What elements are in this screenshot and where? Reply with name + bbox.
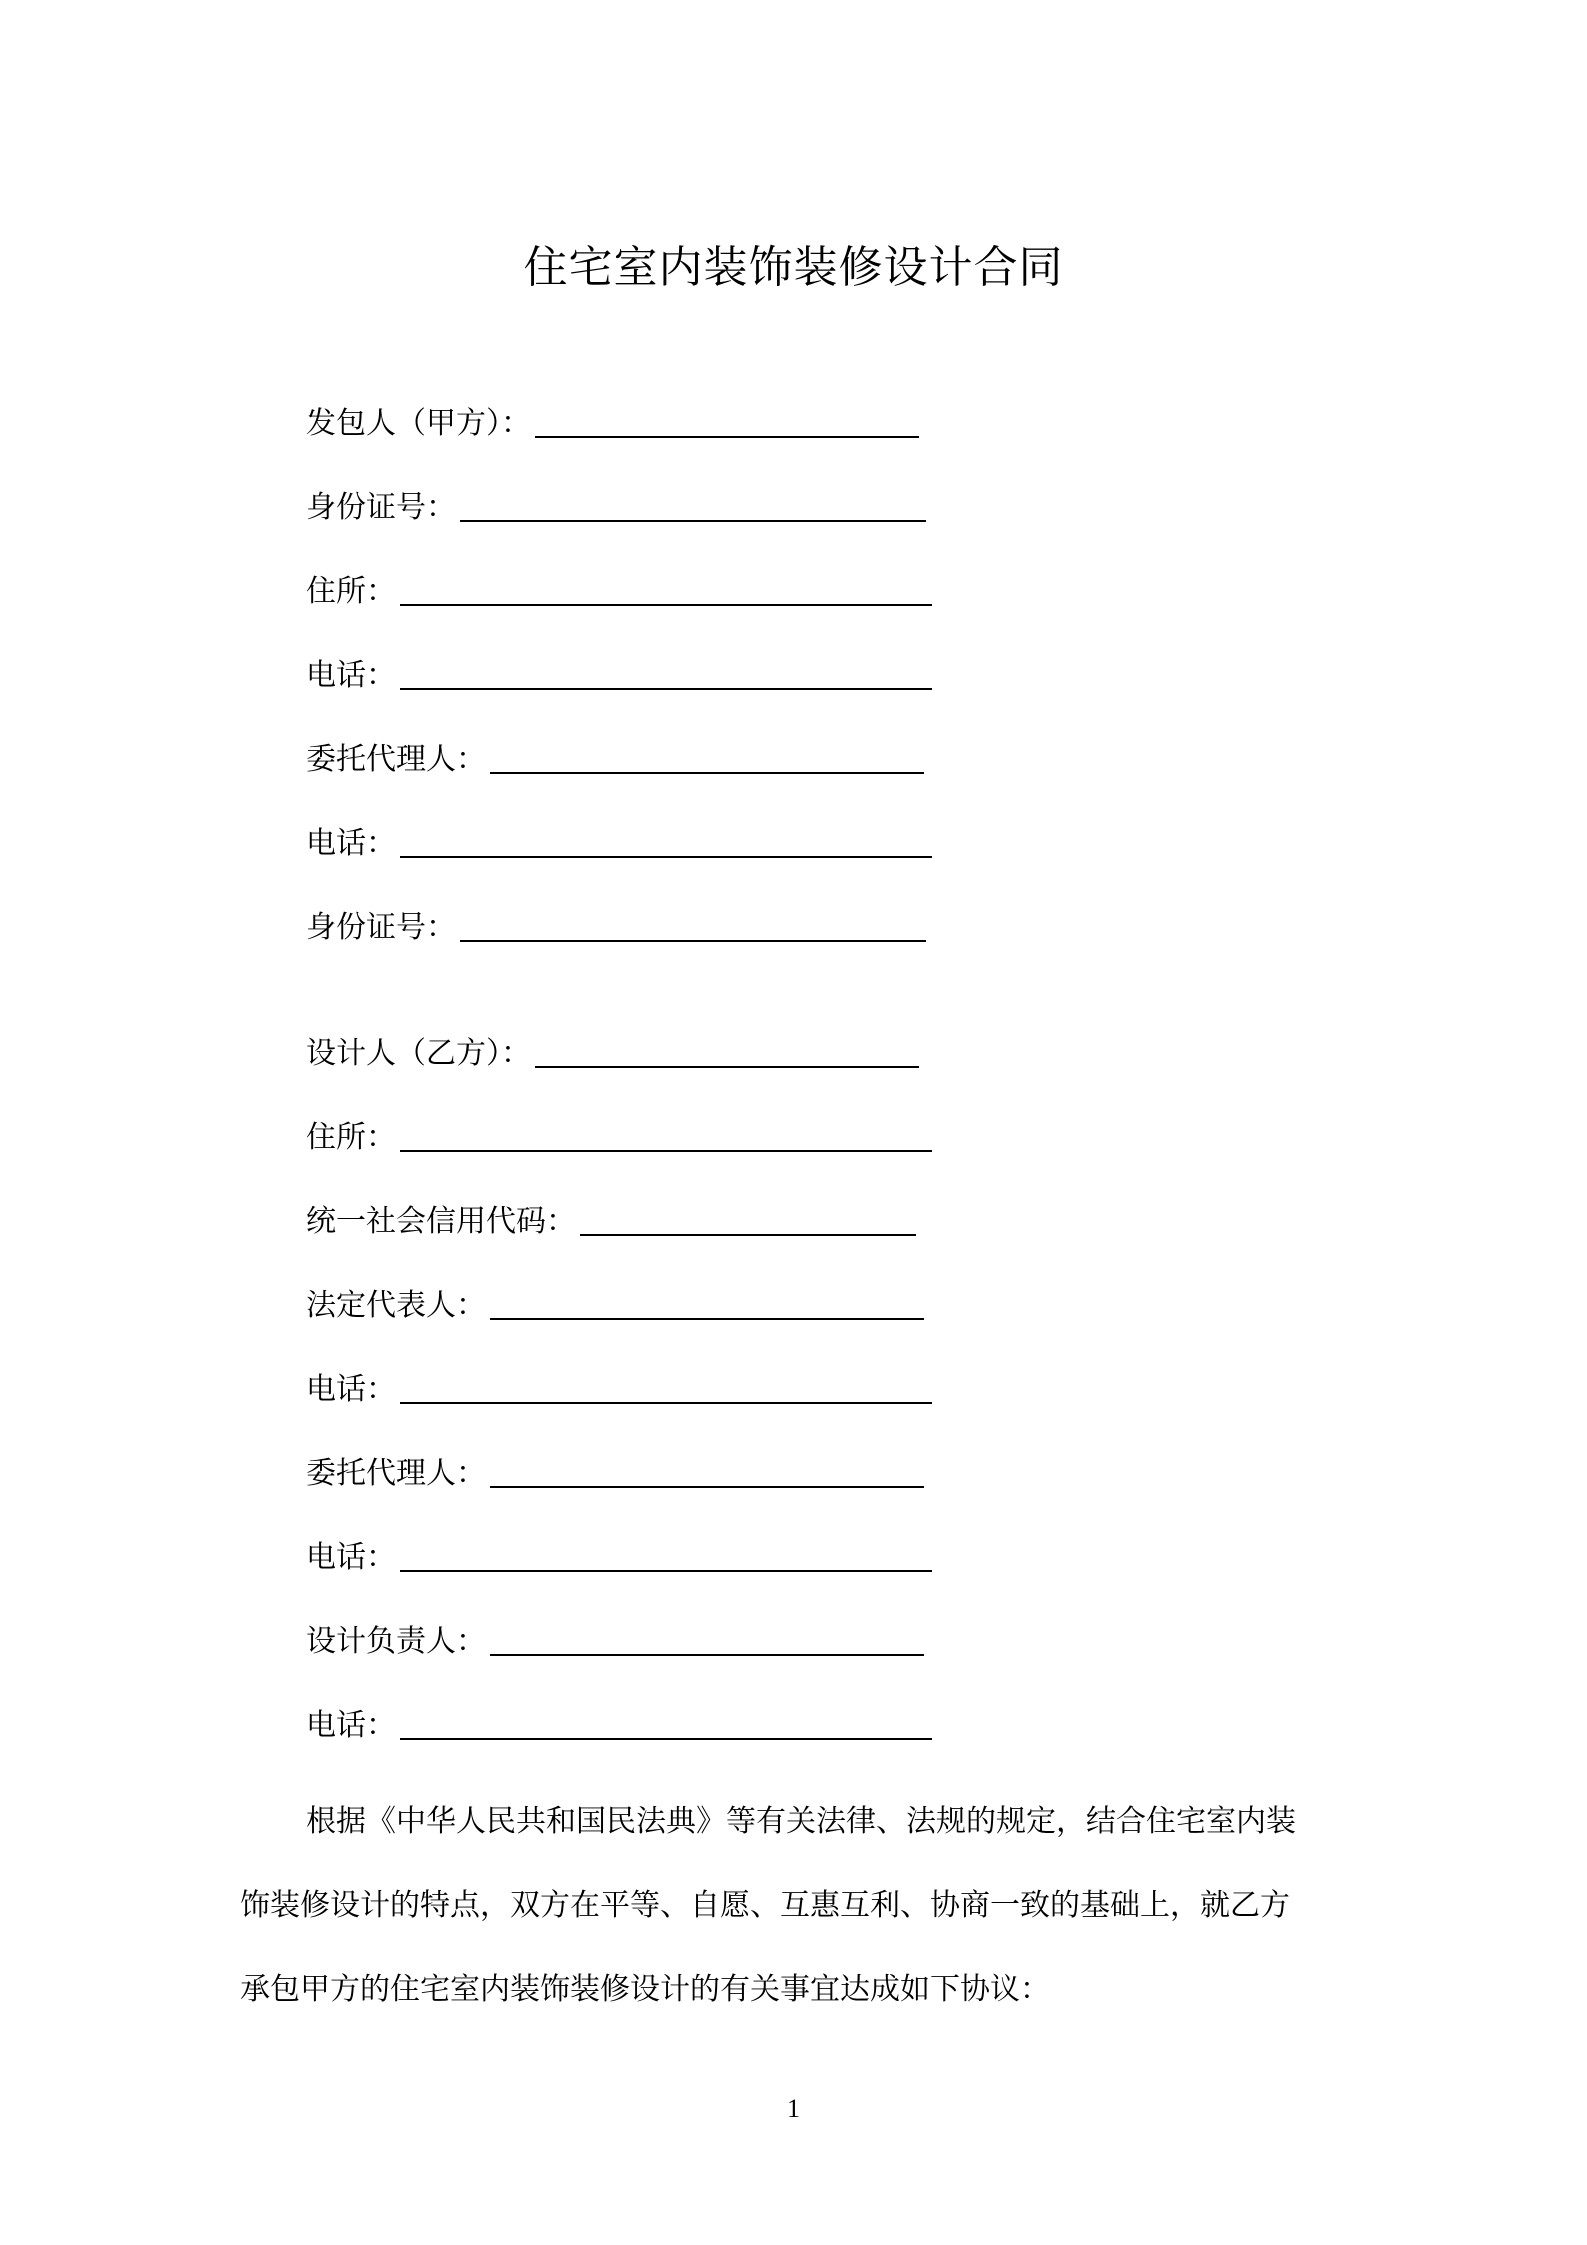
- page-number: 1: [787, 2094, 800, 2123]
- blank-line: [400, 826, 932, 858]
- blank-line: [490, 1456, 924, 1488]
- field-label: 设计人（乙方）：: [306, 1036, 531, 1071]
- field-party-a-agent-phone: [306, 782, 932, 866]
- blank-line: [535, 1036, 919, 1068]
- paragraph-line: 饰装修设计的特点，双方在平等、自愿、互惠互利、协商一致的基础上，就乙方: [240, 1888, 1290, 1923]
- blank-line: [400, 1120, 932, 1152]
- party-fields: [306, 362, 932, 1748]
- field-party-b-legal-rep: [306, 1244, 932, 1328]
- field-party-b-address: [306, 1076, 932, 1160]
- field-party-a-name: [306, 362, 932, 446]
- section-spacer: [306, 950, 932, 992]
- blank-line: [490, 1624, 924, 1656]
- field-party-a-address: [306, 530, 932, 614]
- field-party-b-agent-phone: [306, 1496, 932, 1580]
- field-label: 电话：: [306, 1540, 396, 1575]
- field-party-b-design-lead-phone: [306, 1664, 932, 1748]
- blank-line: [400, 658, 932, 690]
- field-party-b-name: [306, 992, 932, 1076]
- field-label: 住所：: [306, 574, 396, 609]
- field-party-b-design-lead: [306, 1580, 932, 1664]
- blank-line: [535, 406, 919, 438]
- field-label: 住所：: [306, 1120, 396, 1155]
- field-party-a-phone: [306, 614, 932, 698]
- field-party-a-agent-id: [306, 866, 932, 950]
- paragraph-line: 根据《中华人民共和国民法典》等有关法律、法规的规定，结合住宅室内装: [306, 1804, 1296, 1839]
- field-label: 电话：: [306, 658, 396, 693]
- field-party-b-phone: [306, 1328, 932, 1412]
- paragraph-line: 承包甲方的住宅室内装饰装修设计的有关事宜达成如下协议：: [240, 1972, 1050, 2007]
- blank-line: [400, 1372, 932, 1404]
- blank-line: [490, 742, 924, 774]
- blank-line: [490, 1288, 924, 1320]
- field-label: 委托代理人：: [306, 1456, 486, 1491]
- field-party-a-id: [306, 446, 932, 530]
- blank-line: [400, 1708, 932, 1740]
- field-label: 统一社会信用代码：: [306, 1204, 576, 1239]
- field-label: 发包人（甲方）：: [306, 406, 531, 441]
- blank-line: [580, 1204, 916, 1236]
- document-title: 住宅室内装饰装修设计合同: [523, 242, 1064, 293]
- field-label: 法定代表人：: [306, 1288, 486, 1323]
- preamble-paragraph: [240, 1780, 1360, 2032]
- field-party-b-agent: [306, 1412, 932, 1496]
- field-label: 电话：: [306, 1372, 396, 1407]
- field-label: 身份证号：: [306, 490, 456, 525]
- field-label: 委托代理人：: [306, 742, 486, 777]
- field-label: 电话：: [306, 1708, 396, 1743]
- blank-line: [400, 574, 932, 606]
- field-party-b-credit-code: [306, 1160, 932, 1244]
- field-label: 身份证号：: [306, 910, 456, 945]
- field-label: 电话：: [306, 826, 396, 861]
- blank-line: [460, 490, 926, 522]
- blank-line: [400, 1540, 932, 1572]
- blank-line: [460, 910, 926, 942]
- field-label: 设计负责人：: [306, 1624, 486, 1659]
- field-party-a-agent: [306, 698, 932, 782]
